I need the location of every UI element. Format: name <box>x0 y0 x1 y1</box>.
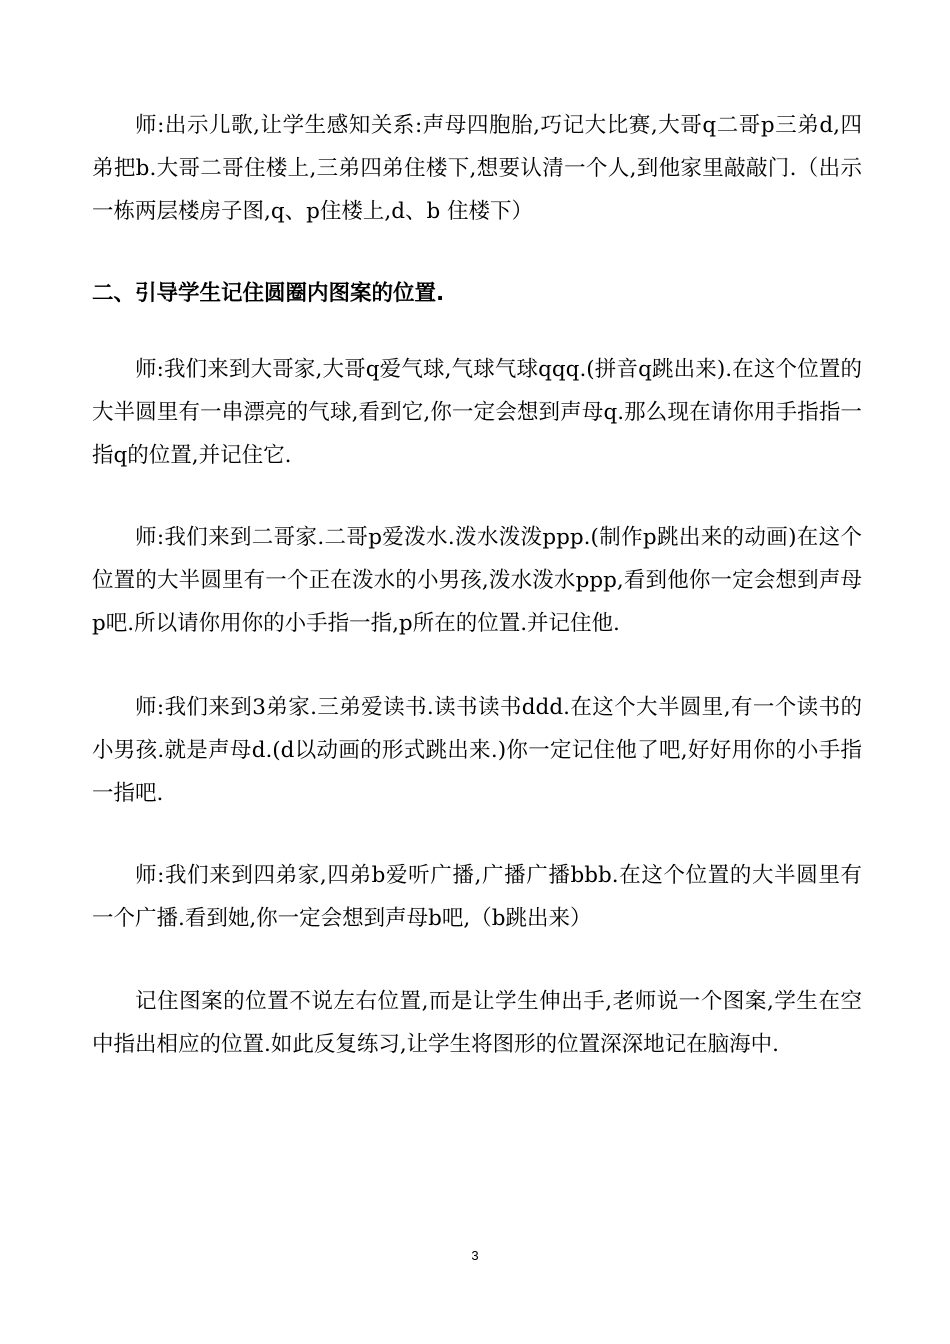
paragraph-b: 师:我们来到四弟家,四弟b爱听广播,广播广播bbb.在这个位置的大半圆里有一个广播.看到她,你一定会想到声母b吧,（b跳出来） <box>92 863 862 931</box>
paragraph-summary: 记住图案的位置不说左右位置,而是让学生伸出手,老师说一个图案,学生在空中指出相应的位置.如此反复练习,让学生将图形的位置深深地记在脑海中. <box>92 989 862 1057</box>
section-heading: 二、引导学生记住圆圈内图案的位置. <box>92 281 445 306</box>
paragraph-p: 师:我们来到二哥家.二哥p爱泼水.泼水泼泼ppp.(制作p跳出来的动画)在这个位置的大半圆里有一个正在泼水的小男孩,泼水泼水ppp,看到他你一定会想到声母p吧.所以请你用你的小手指一指,p所在的位置.并记住他. <box>92 525 862 636</box>
paragraph-q: 师:我们来到大哥家,大哥q爱气球,气球气球qqq.(拼音q跳出来).在这个位置的大半圆里有一串漂亮的气球,看到它,你一定会想到声母q.那么现在请你用手指指一指q的位置,并记住它. <box>92 357 862 468</box>
page-number: 3 <box>471 1248 479 1263</box>
paragraph-intro: 师:出示儿歌,让学生感知关系:声母四胞胎,巧记大比赛,大哥q二哥p三弟d,四弟把b.大哥二哥住楼上,三弟四弟住楼下,想要认清一个人,到他家里敲敲门.（出示一栋两层楼房子图,q、p住楼上,d、b 住楼下） <box>92 113 862 224</box>
paragraph-d: 师:我们来到3弟家.三弟爱读书.读书读书ddd.在这个大半圆里,有一个读书的小男孩.就是声母d.(d以动画的形式跳出来.)你一定记住他了吧,好好用你的小手指一指吧. <box>92 695 862 806</box>
